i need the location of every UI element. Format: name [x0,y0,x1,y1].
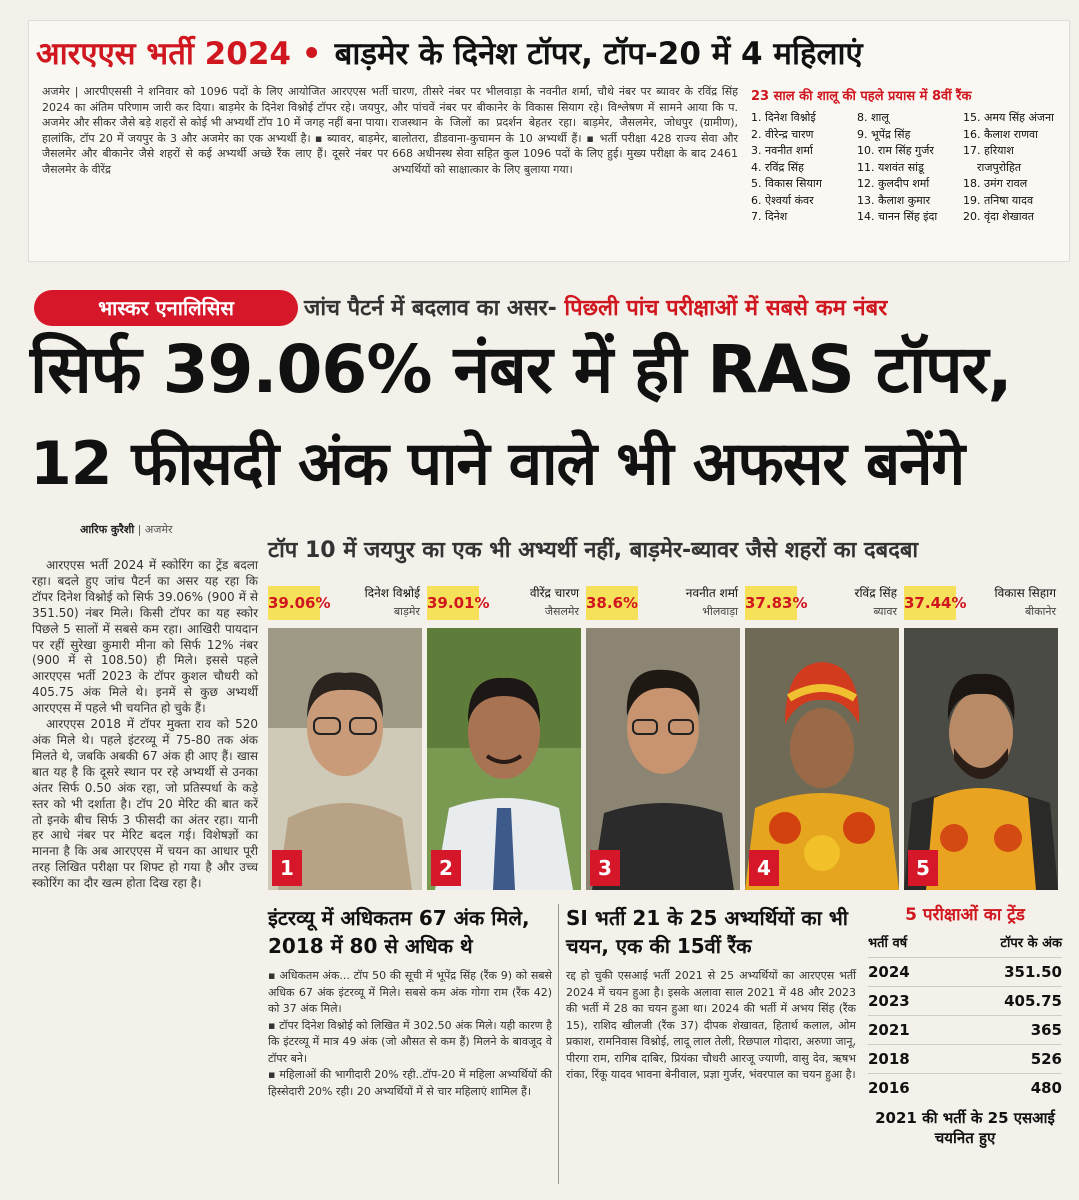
interview-body [268,968,552,1100]
headline-red: आरएएस भर्ती 2024 • [36,36,322,72]
trend-marks: 526 [1030,1050,1062,1068]
trend-year: 2018 [868,1050,910,1068]
list-item: 5. विकास सियाग [751,177,822,190]
trend-year: 2016 [868,1079,910,1097]
topper-percentage: 39.01% [427,586,479,620]
trend-table [860,902,1070,1178]
si-title: SI भर्ती 21 के 25 अभ्यर्थियों का भी चयन, एक की 15वीं रैंक [566,906,848,958]
list-item: 2. वीरेन्द्र चारण [751,127,814,141]
list-item: 19. तनिषा यादव [963,193,1034,207]
topper-name: विकास सिहाग [994,586,1056,600]
story-paragraph: आरएएस 2018 में टॉपर मुक्ता राव को 520 अंक मिले थे। पहले इंटरव्यू में 75-80 तक अंक मिलते थे, जबकि अबकी 67 अंक ही आए हैं। खास बात यह है कि दूसरे स्थान पर रहे अभ्यर्थी से उनका अंतर सिर्फ 0.50 अंक रहा, जो प्रतिस्पर्धा के कड़े स्तर को भी दर्शाता है। टॉप 20 मेरिट की बात करें तो इनके बीच सिर्फ 3 फीसदी का अंतर रहा। यानी हर आधे नंबर पर मेरिट बदल गई। विशेषज्ञों का मानना है कि अब आरएएस में चयन का आधार पूरी तरह लिखित परीक्षा पर शिफ्ट हो गया है और उच्च स्कोरिंग का दौर खत्म होता दिख रहा है। [32,717,258,891]
table-row [868,957,1062,986]
story-column [32,558,258,892]
list-item: 8. शालू [857,111,889,124]
byline-author: आरिफ कुरैशी [80,523,135,536]
trend-title: 5 परीक्षाओं का ट्रेंड [905,905,1025,925]
top-headline [36,32,1066,82]
trend-note: 2021 की भर्ती के 25 एसआई चयनित हुए [875,1109,1055,1147]
byline-place: अजमेर [144,523,173,536]
photo-section-heading: टॉप 10 में जयपुर का एक भी अभ्यर्थी नहीं, बाड़मेर-ब्यावर जैसे शहरों का दबदबा [268,538,919,563]
list-item: 15. अमय सिंह अंजना [963,111,1054,124]
rank-badge: 2 [431,850,461,886]
trend-year: 2023 [868,992,910,1010]
list-item: 1. दिनेश विश्नोई [751,111,816,124]
rank-badge: 1 [272,850,302,886]
list-item: 11. यशवंत सांडू [857,160,924,174]
topper-percentage: 37.44% [904,586,956,620]
list-item: 18. उमंग रावल [963,177,1028,190]
byline: आरिफ कुरैशी | अजमेर [80,523,173,536]
column-divider [558,904,559,1184]
topper-city: बाड़मेर [393,605,420,618]
topper-percentage: 38.6% [586,586,638,620]
list-item: 16. कैलाश राणवा [963,127,1038,141]
topper-card [745,586,899,890]
list-item: 13. कैलाश कुमार [857,193,931,207]
topper-photo [268,628,422,890]
list-item: 12. कुलदीप शर्मा [857,177,930,190]
topper-percentage: 37.83% [745,586,797,620]
topper-photo [586,628,740,890]
sub-headline-black: जांच पैटर्न में बदलाव का असर- [304,296,557,321]
topper-name: वीरेंद्र चारण [529,586,579,600]
topper-name: दिनेश विश्नोई [364,586,420,600]
main-headline-line-1: सिर्फ 39.06% नंबर में ही RAS टॉपर, [30,331,1012,408]
trend-year: 2021 [868,1021,910,1039]
interview-paragraph: ▪ टॉपर दिनेश विश्नोई को लिखित में 302.50 अंक मिले। यही कारण है कि इंटरव्यू में मात्र 49 अंक (जो औसत से कम हैं) मिलने के बावजूद वे टॉपर बने। [268,1018,552,1065]
trend-col-marks: टॉपर के अंक [1000,936,1062,951]
topper-city: बीकानेर [1024,605,1056,618]
top20-list [745,84,1067,260]
table-row [868,1073,1062,1102]
trend-header [868,933,1062,951]
trend-marks: 351.50 [1004,963,1062,981]
top20-title: 23 साल की शालू की पहले प्रयास में 8वीं रैंक [751,89,972,104]
interview-paragraph: ▪ अधिकतम अंक... टॉप 50 की सूची में भूपेंद्र सिंह (रैंक 9) को सबसे अधिक 67 अंक इंटरव्यू में मिले। सबसे कम अंक गोगा राम (रैंक 42) को 37 अंक मिले। [268,969,552,1015]
list-item: 10. राम सिंह गुर्जर [857,144,934,157]
rank-badge: 5 [908,850,938,886]
topper-card [427,586,581,890]
topper-name: नवनीत शर्मा [685,586,738,600]
trend-year: 2024 [868,963,910,981]
headline-black: बाड़मेर के दिनेश टॉपर, टॉप-20 में 4 महिलाएं [334,36,863,72]
list-item: 9. भूपेंद्र सिंह [857,127,911,141]
topper-photo [904,628,1058,890]
story-paragraph: आरएएस भर्ती 2024 में स्कोरिंग का ट्रेंड बदला रहा। बदले हुए जांच पैटर्न का असर यह रहा कि टॉपर दिनेश विश्नोई को सिर्फ 39.06% (900 में से 351.50) नंबर मिले। किसी टॉपर का यह स्कोर पिछले 5 सालों में सबसे कम रहा। आखिरी पायदान पर रहीं सुरेखा कुमारी मीना को सिर्फ 12% नंबर (900 में से 108.50) ही मिले। इससे पहले आरएएस भर्ती 2023 के टॉपर कुशल चौधरी को 405.75 अंक मिले थे। इनमें से कुछ अभ्यर्थी आरएएस में पहले भी चयनित हो चुके हैं। [32,558,258,716]
list-item: 3. नवनीत शर्मा [751,144,813,157]
trend-marks: 480 [1030,1079,1062,1097]
interview-paragraph: ▪ महिलाओं की भागीदारी 20% रही..टॉप-20 में महिला अभ्यर्थियों की हिस्सेदारी 20% रही। 20 अभ्यर्थियों में से चार महिलाएं शामिल हैं। [268,1068,552,1098]
topper-name: रविंद्र सिंह [854,586,897,600]
analysis-badge: भास्कर एनालिसिस [34,290,298,326]
trend-col-year: भर्ती वर्ष [868,936,908,951]
topper-city: भीलवाड़ा [702,605,738,618]
topper-card [586,586,740,890]
interview-title: इंटरव्यू में अधिकतम 67 अंक मिले, 2018 में 80 से अधिक थे [268,906,530,958]
topper-photo [427,628,581,890]
list-item: 17. हरियाश [963,144,1014,157]
list-item: 14. चानन सिंह इंदा [857,210,938,223]
main-headline-line-2: 12 फीसदी अंक पाने वाले भी अफसर बनेंगे [30,429,965,499]
list-item: 20. वृंदा शेखावत [963,210,1035,223]
rank-badge: 3 [590,850,620,886]
intro-column-2: चारण, तीसरे नंबर पर भीलवाड़ा के नवनीत शर्मा, चौथे नंबर पर ब्यावर के रविंद्र सिंह और पांचवें नंबर पर बीकानेर के विकास सियाग रहे। विश्लेषण में सामने आया कि प. राजस्थान के जिलों का प्रदर्शन बेहतर रहा। बाड़मेर, जैसलमेर, जोधपुर (ग्रामीण), बालोतरा, डीडवाना-कुचामन के 10 अभ्यर्थी हैं। ▪ भर्ती परीक्षा 428 राज्य सेवा और 668 अधीनस्थ सेवा सहित कुल 1096 पदों के लिए हुई। मुख्य परीक्षा के बाद 2461 अभ्यर्थियों को साक्षात्कार के लिए बुलाया गया। [392,85,738,176]
topper-city: जैसलमेर [544,605,579,618]
si-body: रद्द हो चुकी एसआई भर्ती 2021 से 25 अभ्यर्थियों का आरएएस भर्ती 2024 में चयन हुआ है। इसके अलावा साल 2021 में 48 और 2023 की भर्ती में 28 का चयन हुआ था। 2024 की भर्ती में अभय सिंह (रैंक 15), राशिद खीलजी (रैंक 37) दीपक शेखावत, हितार्थ कलाल, ओम प्रकाश, रामनिवास विश्नोई, लादू लाल तेली, रिछपाल गोदारा, अरुणा जानू, पीरगा राम, रागिब दाबिर, प्रियंका चौधरी आरजू ज्याणी, वासु देव, ऋषभ रांका, रिंकू यादव भावना बेनीवाल, प्रज्ञा गुर्जर, भंवरपाल का चयन हुआ है। [566,969,856,1081]
topper-photo [745,628,899,890]
table-row [868,1015,1062,1044]
topper-percentage: 39.06% [268,586,320,620]
list-item: राजपुरोहित [977,160,1022,174]
table-row [868,986,1062,1015]
list-item: 7. दिनेश [751,210,788,223]
trend-marks: 365 [1030,1021,1062,1039]
sub-headline [304,292,887,322]
list-item: 4. रविंद्र सिंह [751,160,804,174]
table-row [868,1044,1062,1073]
topper-city: ब्यावर [873,605,897,618]
trend-marks: 405.75 [1004,992,1062,1010]
topper-card [268,586,422,890]
intro-column-1: अजमेर | आरपीएससी ने शनिवार को 1096 पदों के लिए आयोजित आरएएस भर्ती 2024 का अंतिम परिणाम जारी कर दिया। बाड़मेर के दिनेश विश्नोई टॉपर रहे। जयपुर, अजमेर और सीकर जैसे बड़े शहरों से कोई भी अभ्यर्थी टॉप 10 में जगह नहीं बना पाया। हालांकि, टॉप 20 में जयपुर के 3 और अजमेर का एक अभ्यर्थी है। ▪ ब्यावर, बाड़मेर, जैसलमेर और बीकानेर जैसे शहरों से कई अभ्यर्थी अच्छे रैंक लाए हैं। दूसरे नंबर पर जैसलमेर के वीरेंद्र [42,85,388,176]
sub-headline-red: पिछली पांच परीक्षाओं में सबसे कम नंबर [564,296,888,321]
topper-card [904,586,1058,890]
rank-badge: 4 [749,850,779,886]
list-item: 6. ऐश्वर्या कंवर [751,193,814,207]
